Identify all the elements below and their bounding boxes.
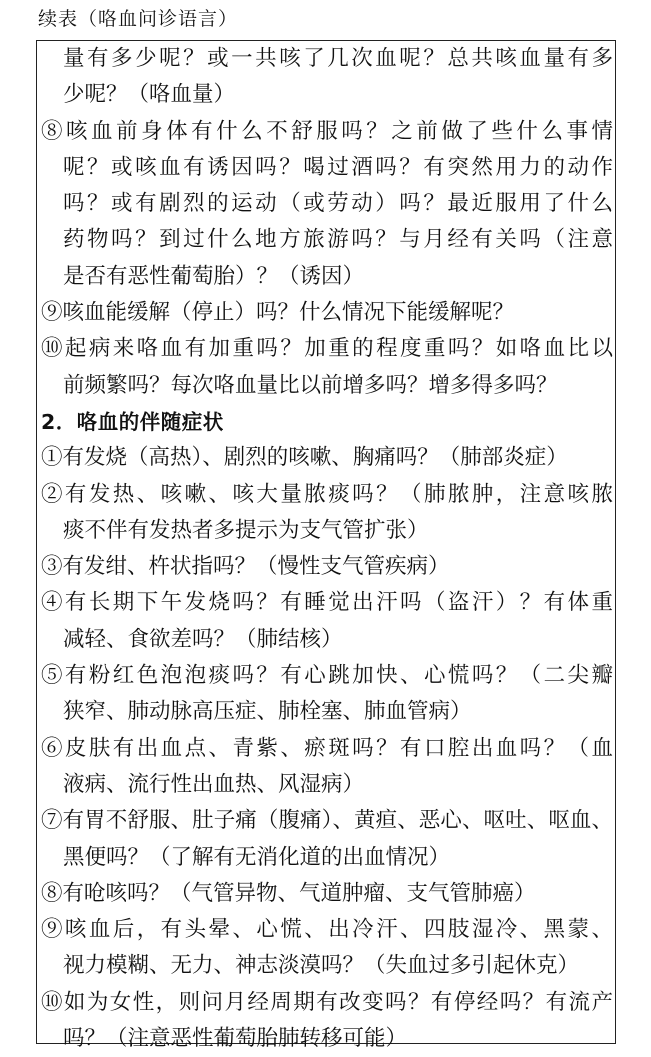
symptom-8: [41, 876, 613, 912]
symptom-9: [41, 912, 613, 985]
text-line: ②有发热、咳嗽、咳大量脓痰吗？（肺脓肿，注意咳脓: [41, 481, 613, 507]
consultation-table: [36, 40, 616, 1052]
symptom-10: [41, 985, 613, 1057]
item-7-continued: [41, 41, 613, 114]
symptom-6: [41, 731, 613, 804]
text-line: 痰不伴有发热者多提示为支气管扩张）: [63, 517, 429, 543]
symptom-2: [41, 477, 613, 550]
table-caption: 续表（咯血问诊语言）: [38, 8, 239, 30]
text-line: ⑦有胃不舒服、肚子痛（腹痛）、黄疸、恶心、呕吐、呕血、: [41, 808, 613, 834]
item-8-cause: [41, 114, 613, 295]
table-content: [41, 41, 613, 1057]
item-9-relief: [41, 295, 613, 331]
text-line: 少呢？（咯血量）: [63, 82, 236, 108]
text-line: ①有发烧（高热）、剧烈的咳嗽、胸痛吗？（肺部炎症）: [41, 445, 568, 471]
text-line: ⑥皮肤有出血点、青紫、瘀斑吗？有口腔出血吗？（血: [41, 735, 613, 761]
text-line: 量有多少呢？或一共咳了几次血呢？总共咳血量有多: [63, 46, 613, 71]
text-line: 视力模糊、无力、神志淡漠吗？（失血过多引起休克）: [63, 953, 580, 979]
text-line: ④有长期下午发烧吗？有睡觉出汗吗（盗汗）？有体重: [41, 590, 613, 616]
text-line: 吗？或有剧烈的运动（或劳动）吗？最近服用了什么: [63, 191, 613, 217]
text-line: ⑨咳血能缓解（停止）吗？什么情况下能缓解呢？: [41, 300, 515, 326]
section-2-heading: [41, 404, 613, 440]
text-line: ③有发绀、杵状指吗？（慢性支气管疾病）: [41, 554, 450, 580]
text-line: ⑤有粉红色泡泡痰吗？有心跳加快、心慌吗？（二尖瓣: [41, 663, 613, 689]
text-line: 前频繁吗？每次咯血量比以前增多吗？增多得多吗？: [63, 372, 558, 398]
text-line: 药物吗？到过什么地方旅游吗？与月经有关吗（注意: [63, 227, 613, 253]
text-line: 狭窄、肺动脉高压症、肺栓塞、肺血管病）: [63, 699, 472, 725]
text-line: 液病、流行性出血热、风湿病）: [63, 771, 365, 797]
symptom-5: [41, 658, 613, 731]
text-line: ⑩如为女性，则问月经周期有改变吗？有停经吗？有流产: [41, 989, 613, 1015]
section-heading: 2．咯血的伴随症状: [41, 409, 224, 434]
symptom-1: [41, 440, 613, 476]
symptom-7: [41, 803, 613, 876]
item-10-worsening: [41, 331, 613, 404]
text-line: 黑便吗？（了解有无消化道的出血情况）: [63, 844, 451, 870]
text-line: ⑨咳血后，有头晕、心慌、出冷汗、四肢湿冷、黑蒙、: [41, 917, 613, 943]
text-line: 减轻、食欲差吗？（肺结核）: [63, 626, 343, 652]
text-line: ⑧有呛咳吗？（气管异物、气道肿瘤、支气管肺癌）: [41, 880, 536, 906]
text-line: ⑩起病来咯血有加重吗？加重的程度重吗？如咯血比以: [41, 336, 613, 362]
text-line: 呢？或咳血有诱因吗？喝过酒吗？有突然用力的动作: [63, 154, 613, 180]
text-line: 吗？（注意恶性葡萄胎肺转移可能）: [63, 1026, 408, 1052]
symptom-3: [41, 549, 613, 585]
text-line: 是否有恶性葡萄胎）？（诱因）: [63, 263, 365, 289]
symptom-4: [41, 585, 613, 658]
text-line: ⑧咳血前身体有什么不舒服吗？之前做了些什么事情: [41, 118, 613, 144]
